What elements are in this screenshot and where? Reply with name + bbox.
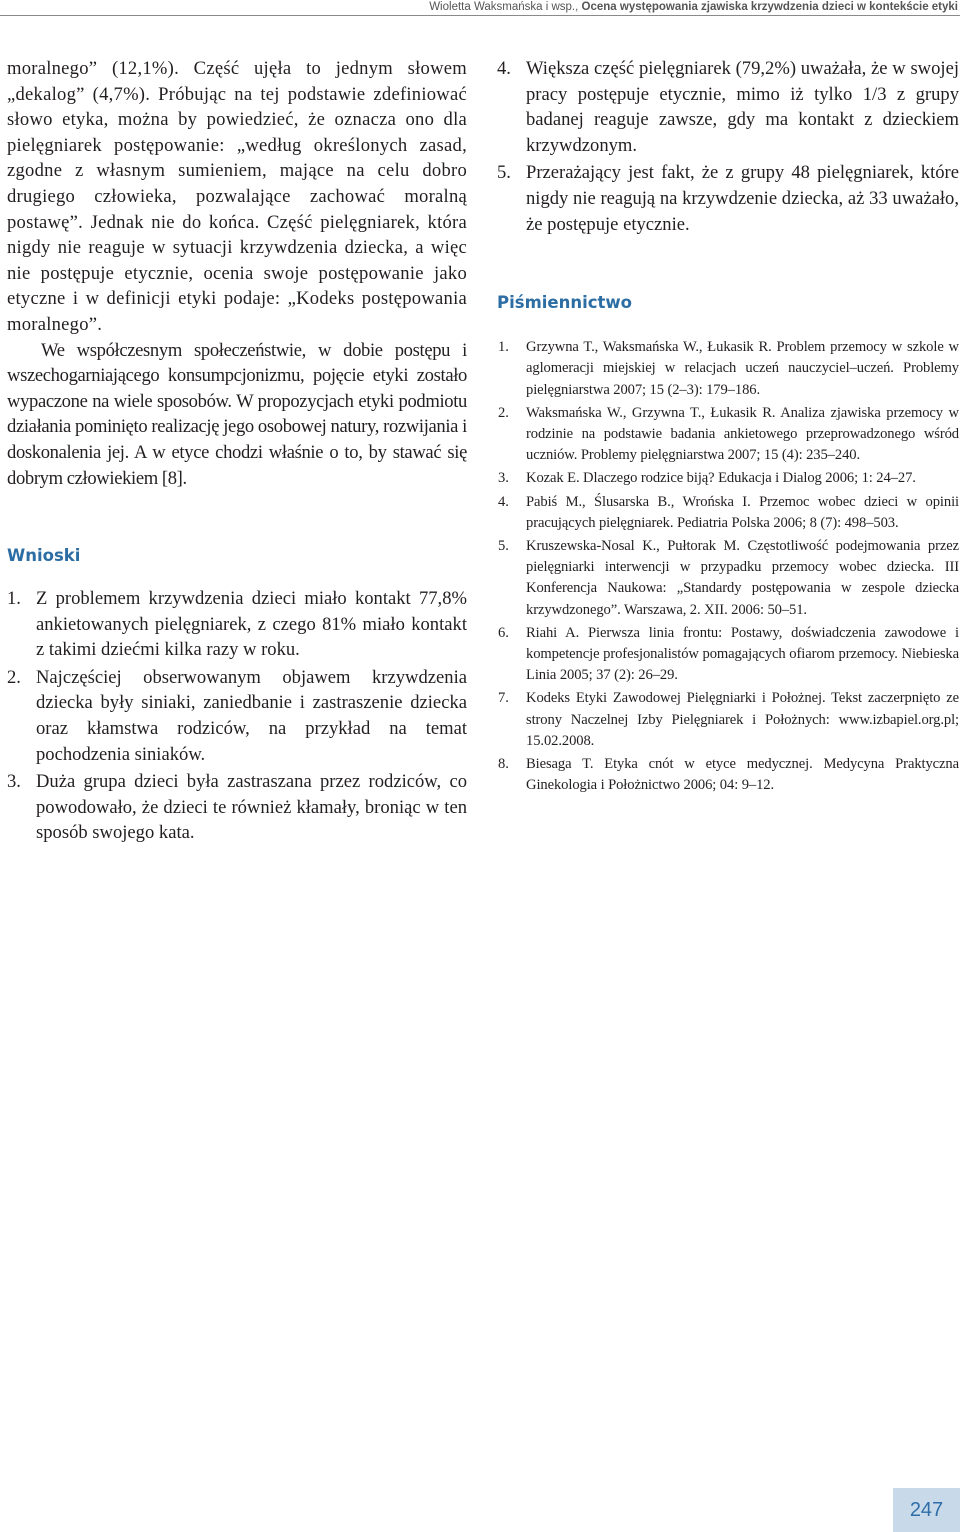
reference-text: Kodeks Etyki Zawodowej Pielęgniarki i Położnej. Tekst zaczerpnięto ze strony Naczelnej Izby Pielęgniarek i Położnych: www.izbapiel.org.pl; 15.02.2008. — [526, 690, 959, 749]
reference-number: 8. — [498, 756, 509, 773]
reference-text: Grzywna T., Waksmańska W., Łukasik R. Problem przemocy w szkole w aglomeracji miejskiej w relacjach uczeń nauczyciel–uczeń. Problemy pielęgniarstwa 2007; 15 (2–3): 179–186. — [526, 339, 959, 398]
reference-item — [497, 403, 959, 467]
reference-text: Waksmańska W., Grzywna T., Łukasik R. Analiza zjawiska przemocy w rodzinie na podstawie badania ankietowego przeprowadzonego wśród uczniów. Problemy pielęgniarstwa 2007; 15 (4): 235–240. — [526, 404, 959, 464]
references-heading: Piśmiennictwo — [497, 293, 633, 313]
conclusion-number: 4. — [497, 58, 511, 79]
reference-number: 2. — [498, 404, 509, 421]
reference-number: 6. — [498, 624, 509, 641]
reference-item — [497, 468, 959, 489]
reference-text: Biesaga T. Etyka cnót w etyce medycznej. Medycyna Praktyczna Ginekologia i Położnictwo 2006; 04: 9–12. — [526, 756, 959, 794]
reference-text: Kozak E. Dlaczego rodzice biją? Edukacja i Dialog 2006; 1: 24–27. — [526, 470, 916, 487]
conclusion-number: 5. — [497, 162, 511, 184]
body-paragraph-1: moralnego” (12,1%). Część ujęła to jednym słowem „dekalog” (4,7%). Próbując na tej podstawie zdefiniować słowo etyka, można by powiedzieć, że oznacza ono dla pielęgniarek postępowanie: „według określonych zasad, zgodne z własnym sumieniem, mające na celu dobro drugiego człowieka, pozwalające zachować moralną postawę”. Jednak nie do końca. Część pielęgniarek, która nigdy nie reaguje w sytuacji krzywdzenia dziecka, a więc nie postępuje etycznie, ocenia swoje postępowanie jako etyczne i w definicji etyki podaje: „Kodeks postępowania moralnego”. — [7, 58, 467, 335]
reference-text: Riahi A. Pierwsza linia frontu: Postawy, doświadczenia zawodowe i kompetencje profesjonalistów pomagających ofiarom przemocy. Niebieska Linia 2005; 37 (2): 26–29. — [526, 624, 959, 684]
reference-number: 7. — [498, 690, 509, 707]
conclusions-list-left — [7, 586, 467, 846]
reference-text: Pabiś M., Ślusarska B., Wrońska I. Przemoc wobec dzieci w opinii pracujących pielęgniarek. Pediatria Polska 2006; 8 (7): 498–503. — [526, 493, 959, 531]
reference-number: 5. — [498, 537, 509, 554]
reference-item — [497, 492, 959, 534]
conclusions-list-right — [497, 56, 959, 237]
left-column — [7, 56, 467, 848]
reference-item — [497, 536, 959, 621]
conclusion-item — [7, 769, 467, 846]
reference-number: 4. — [498, 493, 509, 510]
reference-item — [497, 337, 959, 401]
conclusion-item — [7, 586, 467, 663]
conclusion-text: Większa część pielęgniarek (79,2%) uważała, że w swojej pracy postępuje etycznie, mimo iż tylko 1/3 z grupy badanej reaguje zawsze, gdy ma kontakt z dzieckiem krzywdzonym. — [526, 58, 959, 156]
header-title: Ocena występowania zjawiska krzywdzenia dzieci w kontekście etyki — [581, 1, 958, 13]
header-authors: Wioletta Waksmańska i wsp., — [429, 1, 579, 13]
conclusion-number: 3. — [7, 771, 21, 793]
conclusion-item — [7, 665, 467, 767]
conclusions-heading: Wnioski — [7, 546, 81, 566]
conclusion-text: Duża grupa dzieci była zastraszana przez rodziców, co powodowało, że dzieci te również kłamały, broniąc w ten sposób swojego kata. — [36, 771, 467, 844]
conclusion-text: Z problemem krzywdzenia dzieci miało kontakt 77,8% ankietowanych pielęgniarek, z czego 81% miało kontakt z takimi dziećmi kilka razy w roku. — [36, 588, 467, 661]
conclusion-text: Przerażający jest fakt, że z grupy 48 pielęgniarek, które nigdy nie reagują na krzywdzenie dziecka, aż 33 uważało, że postępuje etycznie. — [526, 162, 959, 235]
running-header — [0, 0, 960, 16]
conclusion-item — [497, 56, 959, 158]
reference-item — [497, 688, 959, 752]
right-column — [497, 56, 959, 798]
page-number: 247 — [893, 1488, 960, 1532]
references-list — [497, 337, 959, 796]
body-paragraph-2: We współczesnym społeczeństwie, w dobie postępu i wszechogarniającego konsumpcjonizmu, pojęcie etyki zostało wypaczone na wiele sposobów. W propozycjach etyki podmiotu działania pominięto realizację jego osobowej natury, rozwijania i doskonalenia jej. A w etyce chodzi właśnie o to, by stawać się dobrym człowiekiem [8]. — [7, 339, 467, 489]
conclusion-number: 2. — [7, 666, 21, 688]
reference-item — [497, 623, 959, 687]
conclusion-text: Najczęściej obserwowanym objawem krzywdzenia dziecka były siniaki, zaniedbanie i zastraszenie dziecka oraz kłamstwa rodziców, na przykład na temat pochodzenia siniaków. — [36, 666, 467, 765]
reference-text: Kruszewska-Nosal K., Pułtorak M. Częstotliwość podejmowania przez pielęgniarki interwencji w przypadku przemocy wobec dziecka. III Konferencja Naukowa: „Standardy postępowania w zespole dziecka krzywdzonego”. Warszawa, 2. XII. 2006: 50–51. — [526, 537, 959, 618]
reference-item — [497, 754, 959, 796]
conclusion-item — [497, 160, 959, 237]
reference-number: 3. — [498, 470, 509, 487]
reference-number: 1. — [498, 339, 509, 356]
conclusion-number: 1. — [7, 588, 21, 610]
